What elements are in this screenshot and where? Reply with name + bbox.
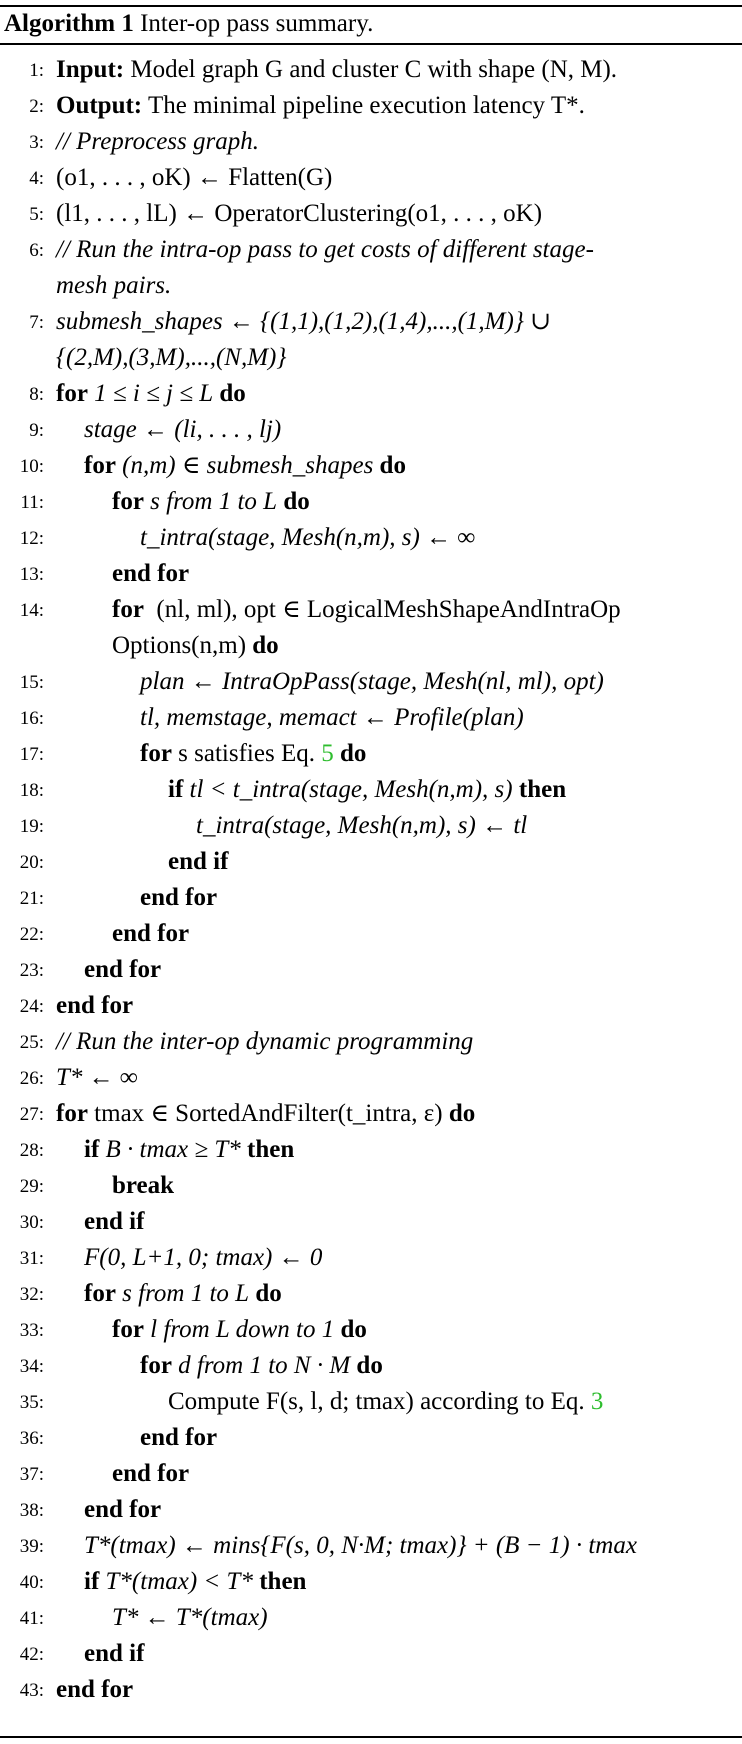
do-keyword: do — [252, 632, 279, 659]
line-number: 33: — [19, 1320, 44, 1341]
end-for: end for — [112, 560, 190, 587]
loop-condition: (nl, ml), opt ∈ LogicalMeshShapeAndIntraOp — [156, 596, 621, 623]
input-text: Model graph G and cluster C with shape (N, M). — [130, 56, 618, 83]
if-keyword: if — [84, 1568, 100, 1595]
do-keyword: do — [283, 488, 310, 515]
line-number: 20: — [19, 852, 44, 873]
line-code — [112, 484, 310, 520]
algorithm-title: Inter-op pass summary. — [140, 10, 374, 37]
loop-condition: d from 1 to N · M — [178, 1352, 351, 1379]
line-number: 42: — [19, 1644, 44, 1665]
line-number: 32: — [19, 1284, 44, 1305]
for-keyword: for — [112, 488, 144, 515]
for-keyword: for — [84, 452, 116, 479]
loop-condition: l from L down to 1 — [150, 1316, 335, 1343]
algorithm-header — [4, 4, 373, 44]
loop-condition: tmax ∈ SortedAndFilter(t_intra, ε) — [94, 1100, 443, 1127]
for-keyword: for — [56, 380, 88, 407]
statement: T* ← ∞ — [56, 1064, 138, 1091]
line-number: 36: — [19, 1428, 44, 1449]
statement: T* ← T*(tmax) — [112, 1604, 268, 1631]
if-condition: T*(tmax) < T* — [105, 1568, 253, 1595]
statement: tl, memstage, memact ← Profile(plan) — [140, 704, 524, 731]
then-keyword: then — [247, 1136, 295, 1163]
loop-condition: (n,m) ∈ submesh_shapes — [122, 452, 374, 479]
line-number: 9: — [29, 420, 44, 441]
statement: F(0, L+1, 0; tmax) ← 0 — [84, 1244, 323, 1271]
line-number: 30: — [19, 1212, 44, 1233]
statement: (o1, . . . , oK) ← Flatten(G) — [56, 164, 333, 191]
then-keyword: then — [518, 776, 567, 803]
end-if: end if — [84, 1640, 145, 1667]
statement: t_intra(stage, Mesh(n,m), s) ← ∞ — [140, 524, 476, 551]
comment: // Preprocess graph. — [56, 128, 259, 155]
if-condition: tl < t_intra(stage, Mesh(n,m), s) — [189, 776, 513, 803]
output-text: The minimal pipeline execution latency T*. — [147, 92, 585, 119]
for-keyword: for — [140, 1352, 172, 1379]
line-code — [112, 1312, 367, 1348]
loop-condition: s satisfies Eq. — [178, 740, 315, 767]
line-number: 10: — [19, 456, 44, 477]
statement: Compute F(s, l, d; tmax) according to Eq. — [168, 1388, 585, 1415]
line-code — [140, 1348, 383, 1384]
for-keyword: for — [112, 1316, 144, 1343]
do-keyword: do — [356, 1352, 383, 1379]
line-code — [56, 1096, 475, 1132]
end-for: end for — [56, 1676, 134, 1703]
line-number: 22: — [19, 924, 44, 945]
line-number: 23: — [19, 960, 44, 981]
end-for: end for — [140, 1424, 218, 1451]
line-number: 26: — [19, 1068, 44, 1089]
line-code — [56, 52, 617, 88]
loop-condition: s from 1 to L — [122, 1280, 250, 1307]
line-number: 39: — [19, 1536, 44, 1557]
loop-condition: s from 1 to L — [150, 488, 278, 515]
output-keyword: Output: — [56, 92, 143, 119]
line-number: 4: — [29, 168, 44, 189]
do-keyword: do — [448, 1100, 476, 1127]
line-number: 7: — [29, 312, 44, 333]
line-code — [112, 592, 621, 628]
equation-reference-link[interactable]: 5 — [321, 740, 334, 767]
line-number: 24: — [19, 996, 44, 1017]
equation-reference-link[interactable]: 3 — [590, 1388, 604, 1415]
line-number: 28: — [19, 1140, 44, 1161]
line-number: 18: — [19, 780, 44, 801]
line-number: 35: — [19, 1392, 44, 1413]
line-number: 21: — [19, 888, 44, 909]
comment: // Run the intra-op pass to get costs of different stage- — [56, 236, 594, 263]
do-keyword: do — [219, 380, 246, 407]
for-keyword: for — [56, 1100, 88, 1127]
line-code — [168, 1384, 603, 1420]
line-number: 16: — [19, 708, 44, 729]
if-keyword: if — [168, 776, 184, 803]
line-code — [168, 772, 566, 808]
line-code — [140, 736, 366, 772]
end-for: end for — [84, 1496, 162, 1523]
line-number: 19: — [19, 816, 44, 837]
line-number: 40: — [19, 1572, 44, 1593]
line-code — [84, 1564, 306, 1600]
loop-condition: 1 ≤ i ≤ j ≤ L — [94, 380, 214, 407]
statement: submesh_shapes ← {(1,1),(1,2),(1,4),...,(1,M)} ∪ — [56, 308, 552, 335]
input-keyword: Input: — [56, 56, 125, 83]
line-number: 13: — [19, 564, 44, 585]
line-number: 25: — [19, 1032, 44, 1053]
statement: t_intra(stage, Mesh(n,m), s) ← tl — [196, 812, 528, 839]
if-keyword: if — [84, 1136, 100, 1163]
bottom-rule — [0, 1736, 742, 1738]
line-number: 15: — [19, 672, 44, 693]
line-number: 11: — [20, 492, 44, 513]
line-code — [56, 376, 246, 412]
line-number: 17: — [19, 744, 44, 765]
line-number: 8: — [29, 384, 44, 405]
statement: stage ← (li, . . . , lj) — [84, 416, 282, 443]
statement: T*(tmax) ← mins{F(s, 0, N·M; tmax)} + (B − 1) · tmax — [84, 1532, 637, 1559]
for-keyword: for — [112, 596, 144, 623]
statement: (l1, . . . , lL) ← OperatorClustering(o1, . . . , oK) — [56, 200, 543, 227]
then-keyword: then — [259, 1568, 307, 1595]
for-keyword: for — [84, 1280, 116, 1307]
line-number: 31: — [19, 1248, 44, 1269]
algorithm-label: Algorithm 1 — [4, 10, 134, 37]
header-rule — [0, 43, 742, 45]
line-number: 3: — [29, 132, 44, 153]
line-number: 14: — [19, 600, 44, 621]
loop-condition-cont: Options(n,m) — [112, 632, 247, 659]
line-code — [84, 1132, 294, 1168]
if-condition: B · tmax ≥ T* — [105, 1136, 241, 1163]
end-for: end for — [112, 1460, 190, 1487]
line-number: 27: — [19, 1104, 44, 1125]
line-number: 29: — [19, 1176, 44, 1197]
line-code — [112, 628, 279, 664]
end-if: end if — [168, 848, 229, 875]
statement: {(2,M),(3,M),...,(N,M)} — [56, 344, 287, 371]
line-number: 41: — [19, 1608, 44, 1629]
comment: mesh pairs. — [56, 272, 172, 299]
line-code — [56, 88, 585, 124]
line-number: 43: — [19, 1680, 44, 1701]
line-number: 38: — [19, 1500, 44, 1521]
break: break — [112, 1172, 175, 1199]
do-keyword: do — [379, 452, 406, 479]
line-number: 5: — [29, 204, 44, 225]
line-code — [84, 1276, 282, 1312]
end-if: end if — [84, 1208, 145, 1235]
do-keyword: do — [340, 1316, 367, 1343]
end-for: end for — [84, 956, 162, 983]
do-keyword: do — [255, 1280, 282, 1307]
statement: plan ← IntraOpPass(stage, Mesh(nl, ml), opt) — [140, 668, 604, 695]
end-for: end for — [112, 920, 190, 947]
line-code — [84, 448, 406, 484]
do-keyword: do — [339, 740, 367, 767]
line-number: 6: — [29, 240, 44, 261]
for-keyword: for — [140, 740, 172, 767]
line-number: 2: — [29, 96, 44, 117]
end-for: end for — [140, 884, 218, 911]
line-number: 34: — [19, 1356, 44, 1377]
line-number: 12: — [19, 528, 44, 549]
end-for: end for — [56, 992, 134, 1019]
line-number: 37: — [19, 1464, 44, 1485]
line-number: 1: — [29, 60, 44, 81]
comment: // Run the inter-op dynamic programming — [56, 1028, 474, 1055]
